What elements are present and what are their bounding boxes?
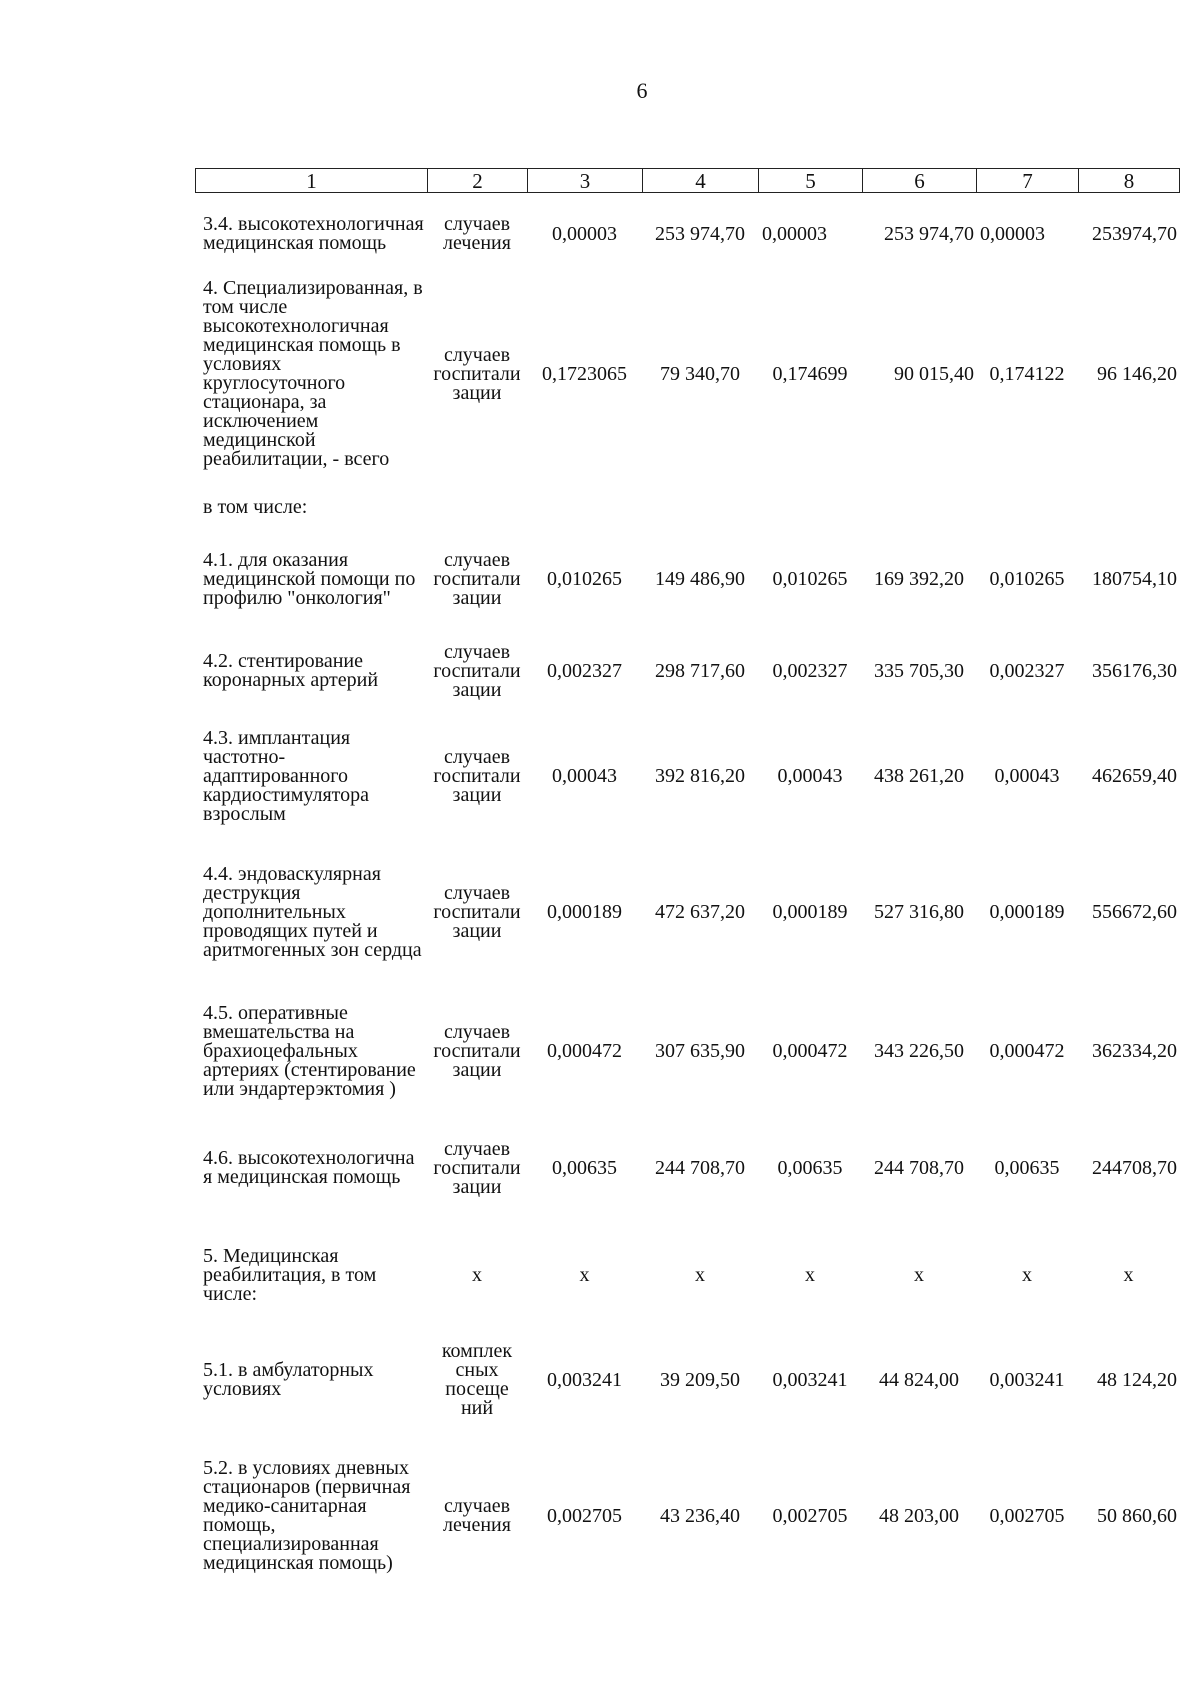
table-row bbox=[195, 1116, 1179, 1220]
column-number-row bbox=[196, 169, 1180, 193]
cell-value: 0,00003 bbox=[980, 222, 1045, 245]
cell-value: 0,000189 bbox=[989, 900, 1065, 923]
cell-value: 50 860,60 bbox=[1097, 1504, 1177, 1527]
cell-value: 0,000472 bbox=[547, 1039, 622, 1062]
row-unit: случаев лечения bbox=[443, 1495, 511, 1536]
cell-value: 0,00043 bbox=[994, 764, 1060, 787]
row-name: 4.4. эндоваскулярная деструкция дополнительных проводящих путей и аритмогенных зон сердца bbox=[203, 862, 422, 961]
cell-value: 362334,20 bbox=[1092, 1039, 1177, 1062]
cell-value: 0,00635 bbox=[777, 1156, 843, 1179]
cell-value: 0,00003 bbox=[552, 222, 617, 245]
cell-value: 0,002705 bbox=[989, 1504, 1065, 1527]
cell-value: 0,000189 bbox=[772, 900, 848, 923]
cell-value: 472 637,20 bbox=[655, 900, 745, 923]
cell-value: 244 708,70 bbox=[655, 1156, 745, 1179]
table-row bbox=[195, 264, 1179, 484]
cell-value: х bbox=[695, 1263, 705, 1286]
row-name: 4.6. высокотехнологична я медицинская помощь bbox=[203, 1147, 415, 1188]
row-name: 4.2. стентирование коронарных артерий bbox=[203, 650, 379, 691]
cell-value: 169 392,20 bbox=[874, 567, 964, 590]
column-number: 2 bbox=[428, 169, 528, 193]
cell-value: 0,000472 bbox=[989, 1039, 1065, 1062]
cell-value: 0,174122 bbox=[989, 362, 1065, 385]
cell-value: 438 261,20 bbox=[874, 764, 964, 787]
column-number: 8 bbox=[1079, 169, 1180, 193]
cell-value: 43 236,40 bbox=[660, 1504, 740, 1527]
cell-value: 556672,60 bbox=[1092, 900, 1177, 923]
table-row bbox=[195, 1330, 1179, 1430]
cell-value: 356176,30 bbox=[1092, 659, 1177, 682]
cell-value: 0,002327 bbox=[772, 659, 848, 682]
cell-value: х bbox=[1123, 1263, 1134, 1286]
cell-value: 527 316,80 bbox=[874, 900, 964, 923]
row-name: 4.5. оперативные вмешательства на брахиоцефальных артериях (стентирование или эндартерэктомия ) bbox=[203, 1001, 416, 1100]
cell-value: 392 816,20 bbox=[655, 764, 745, 787]
cell-value: 0,002705 bbox=[772, 1504, 848, 1527]
cell-value: 253 974,70 bbox=[655, 222, 745, 245]
row-unit: х bbox=[472, 1263, 482, 1286]
cell-value: х bbox=[1022, 1263, 1032, 1286]
row-unit: случаев госпитали зации bbox=[433, 343, 521, 404]
cell-value: 149 486,90 bbox=[655, 567, 745, 590]
cell-value: 180754,10 bbox=[1092, 567, 1177, 590]
column-number: 5 bbox=[759, 169, 863, 193]
cell-value: 0,002327 bbox=[547, 659, 622, 682]
cell-value: х bbox=[914, 1263, 924, 1286]
cell-value: 0,002327 bbox=[989, 659, 1065, 682]
row-unit: случаев госпитали зации bbox=[433, 548, 521, 609]
table-row bbox=[195, 986, 1179, 1116]
cell-value: 244 708,70 bbox=[874, 1156, 964, 1179]
table-row bbox=[195, 530, 1179, 628]
cell-value: 0,000472 bbox=[772, 1039, 848, 1062]
cell-value: 0,00635 bbox=[552, 1156, 617, 1179]
table-row bbox=[195, 1220, 1179, 1330]
cell-value: 0,003241 bbox=[547, 1368, 622, 1391]
row-name: 5. Медицинская реабилитация, в том числе: bbox=[203, 1244, 377, 1305]
cell-value: 0,00003 bbox=[762, 222, 827, 245]
cell-value: 335 705,30 bbox=[874, 659, 964, 682]
cell-value: 0,00043 bbox=[777, 764, 843, 787]
column-number: 7 bbox=[977, 169, 1079, 193]
table-row bbox=[195, 204, 1179, 264]
row-unit: комплек сных посеще ний bbox=[441, 1340, 513, 1419]
cell-value: 0,00043 bbox=[552, 764, 617, 787]
row-unit: случаев госпитали зации bbox=[433, 1020, 521, 1081]
row-name: 3.4. высокотехнологичная медицинская помощь bbox=[203, 213, 424, 254]
cell-value: 0,003241 bbox=[772, 1368, 848, 1391]
page-number: 6 bbox=[636, 78, 648, 103]
row-name: 5.1. в амбулаторных условиях bbox=[203, 1359, 374, 1400]
cell-value: 253974,70 bbox=[1092, 222, 1177, 245]
cell-value: 253 974,70 bbox=[884, 222, 974, 245]
table-row bbox=[195, 1430, 1179, 1602]
row-unit: случаев госпитали зации bbox=[433, 1137, 521, 1198]
column-number: 3 bbox=[528, 169, 643, 193]
column-number: 1 bbox=[196, 169, 428, 193]
row-name: 4.1. для оказания медицинской помощи по профилю "онкология" bbox=[203, 548, 416, 609]
cell-value: х bbox=[579, 1263, 590, 1286]
column-header-table bbox=[195, 168, 1180, 193]
table-row bbox=[195, 714, 1179, 838]
cell-value: х bbox=[805, 1263, 815, 1286]
cell-value: 0,010265 bbox=[547, 567, 622, 590]
row-name: 5.2. в условиях дневных стационаров (первичная медико-санитарная помощь, специализированная медицинская помощь) bbox=[203, 1457, 411, 1574]
table-row bbox=[195, 628, 1179, 714]
cell-value: 96 146,20 bbox=[1097, 362, 1177, 385]
cell-value: 0,000189 bbox=[547, 900, 622, 923]
cell-value: 462659,40 bbox=[1092, 764, 1177, 787]
data-table bbox=[195, 204, 1179, 1602]
row-unit: случаев лечения bbox=[443, 213, 511, 254]
cell-value: 0,010265 bbox=[772, 567, 848, 590]
row-name: в том числе: bbox=[203, 495, 308, 518]
column-number: 4 bbox=[643, 169, 759, 193]
cell-value: 244708,70 bbox=[1092, 1156, 1177, 1179]
cell-value: 0,003241 bbox=[989, 1368, 1065, 1391]
column-number: 6 bbox=[863, 169, 977, 193]
row-name: 4. Специализированная, в том числе высокотехнологичная медицинская помощь в условиях круглосуточного стационара, за исключением медицинской реабилитации, - всего bbox=[203, 277, 423, 470]
table-row bbox=[195, 484, 1179, 530]
cell-value: 0,174699 bbox=[772, 362, 848, 385]
cell-value: 44 824,00 bbox=[879, 1368, 959, 1391]
table-row bbox=[195, 838, 1179, 986]
row-name: 4.3. имплантация частотно-адаптированного кардиостимулятора взрослым bbox=[203, 726, 370, 825]
cell-value: 0,1723065 bbox=[542, 362, 627, 385]
cell-value: 79 340,70 bbox=[660, 362, 740, 385]
row-unit: случаев госпитали зации bbox=[433, 745, 521, 806]
cell-value: 48 203,00 bbox=[879, 1504, 959, 1527]
cell-value: 48 124,20 bbox=[1097, 1368, 1177, 1391]
cell-value: 298 717,60 bbox=[655, 659, 745, 682]
cell-value: 0,00635 bbox=[994, 1156, 1060, 1179]
cell-value: 307 635,90 bbox=[655, 1039, 745, 1062]
row-unit: случаев госпитали зации bbox=[433, 640, 521, 701]
cell-value: 0,010265 bbox=[989, 567, 1065, 590]
cell-value: 343 226,50 bbox=[874, 1039, 964, 1062]
row-unit: случаев госпитали зации bbox=[433, 881, 521, 942]
cell-value: 39 209,50 bbox=[660, 1368, 740, 1391]
cell-value: 0,002705 bbox=[547, 1504, 622, 1527]
cell-value: 90 015,40 bbox=[894, 362, 974, 385]
